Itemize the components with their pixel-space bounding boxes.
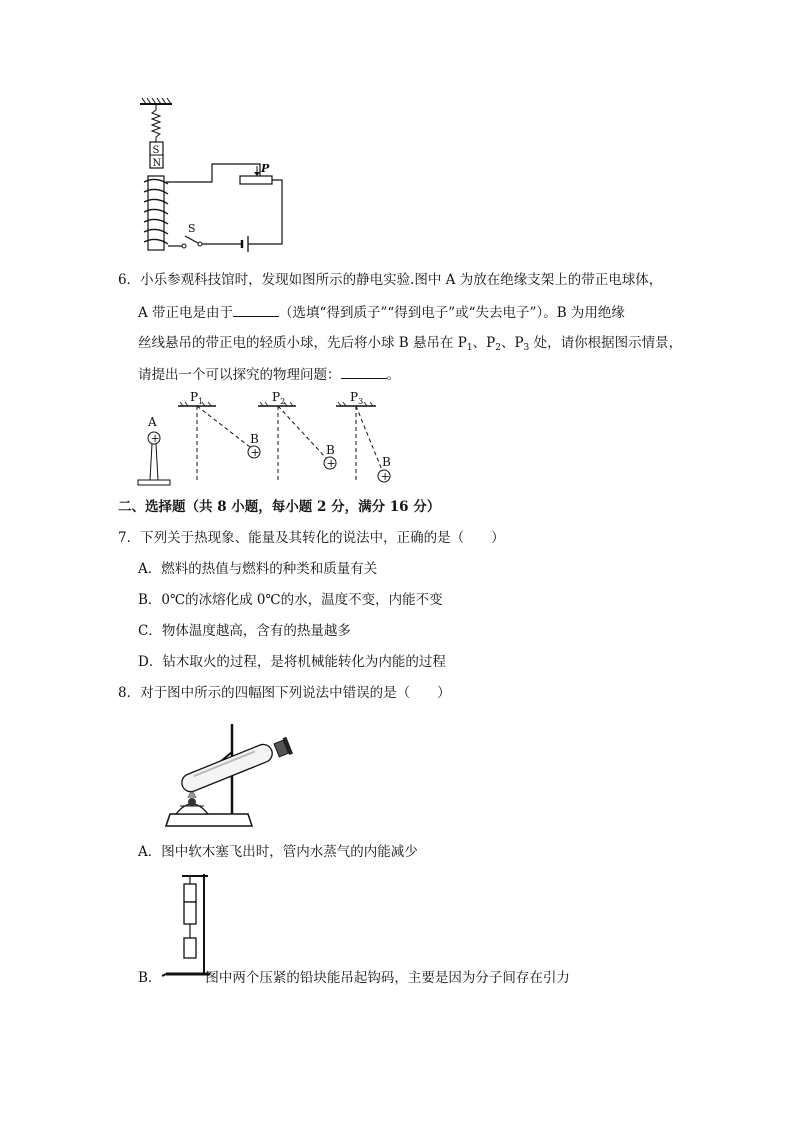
p2-label: $P_2$ (272, 390, 286, 406)
q7-option-d[interactable]: D．钻木取火的过程，是将机械能转化为内能的过程 (138, 654, 446, 670)
q6-line4-part-b: 。 (386, 367, 400, 383)
q6-line1: 6．小乐参观科技馆时，发现如图所示的静电实验.图中 A 为放在绝缘支架上的带正电球体， (118, 272, 663, 288)
p1-label: $P_1$ (190, 390, 204, 406)
ball-b-label-3: B (382, 455, 391, 469)
q8-option-a[interactable]: A．图中软木塞飞出时，管内水蒸气的内能减少 (138, 844, 418, 860)
ball-b-plus-3: + (380, 470, 390, 483)
magnet-s-pole-label: S (152, 145, 160, 156)
q6-line4 (138, 364, 400, 385)
q6-p1-subscript: 1 (466, 343, 473, 353)
q6-p3-subscript: 3 (523, 343, 530, 353)
q6-line2 (138, 302, 625, 323)
lead-blocks-figure (160, 872, 216, 980)
q6-line3-part-a: 丝线悬吊的带正电的轻质小球，先后将小球 B 悬吊在 P (138, 335, 467, 351)
ball-b-plus-1: + (250, 446, 260, 459)
q8-option-b-text: 图中两个压紧的铅块能吊起钩码，主要是因为分子间存在引力 (205, 970, 570, 986)
q6-p2-subscript: 2 (495, 343, 501, 353)
ball-b-plus-2: + (326, 457, 336, 470)
ball-b-label-1: B (250, 432, 259, 446)
test-tube-cork-figure (160, 722, 300, 838)
q7-option-b[interactable]: B．0℃的冰熔化成 0℃的水，温度不变，内能不变 (138, 592, 443, 608)
sphere-a-label: A (148, 415, 157, 429)
sphere-a-plus: + (150, 432, 160, 445)
q6-line4-part-a: 请提出一个可以探究的物理问题： (138, 367, 341, 383)
ball-b-label-2: B (326, 443, 335, 457)
electromagnet-circuit-figure (130, 96, 300, 256)
rheostat-p-label: P (261, 162, 270, 175)
section-2-title: 二、选择题（共 8 小题，每小题 2 分，满分 16 分） (118, 499, 441, 515)
q6-answer-blank-1[interactable] (233, 302, 279, 317)
q7-option-c[interactable]: C．物体温度越高，含有的热量越多 (138, 623, 351, 639)
q8-option-b-letter: B． (138, 970, 162, 986)
q6-line2-part-a: A 带正电是由于 (138, 305, 234, 321)
q7-option-a[interactable]: A．燃料的热值与燃料的种类和质量有关 (138, 561, 378, 577)
q8-stem: 8．对于图中所示的四幅图下列说法中错误的是（ ） (118, 685, 451, 701)
q7-stem: 7．下列关于热现象、能量及其转化的说法中，正确的是（ ） (118, 530, 505, 546)
electrostatic-experiment-figure (130, 388, 410, 488)
q6-line3-part-c: 、P (500, 335, 524, 351)
p3-label: $P_3$ (350, 390, 364, 406)
magnet-n-pole-label: N (152, 158, 162, 169)
q6-line3-part-b: 、P (472, 335, 496, 351)
q8-option-b[interactable] (138, 968, 570, 988)
q6-answer-blank-2[interactable] (341, 364, 387, 379)
q6-line3 (138, 333, 682, 358)
switch-s-label: S (188, 222, 196, 235)
q6-line2-part-b: （选填“得到质子”“得到电子”或“失去电子”）。B 为用绝缘 (279, 305, 625, 321)
q6-line3-part-d: 处，请你根据图示情景， (529, 335, 683, 351)
